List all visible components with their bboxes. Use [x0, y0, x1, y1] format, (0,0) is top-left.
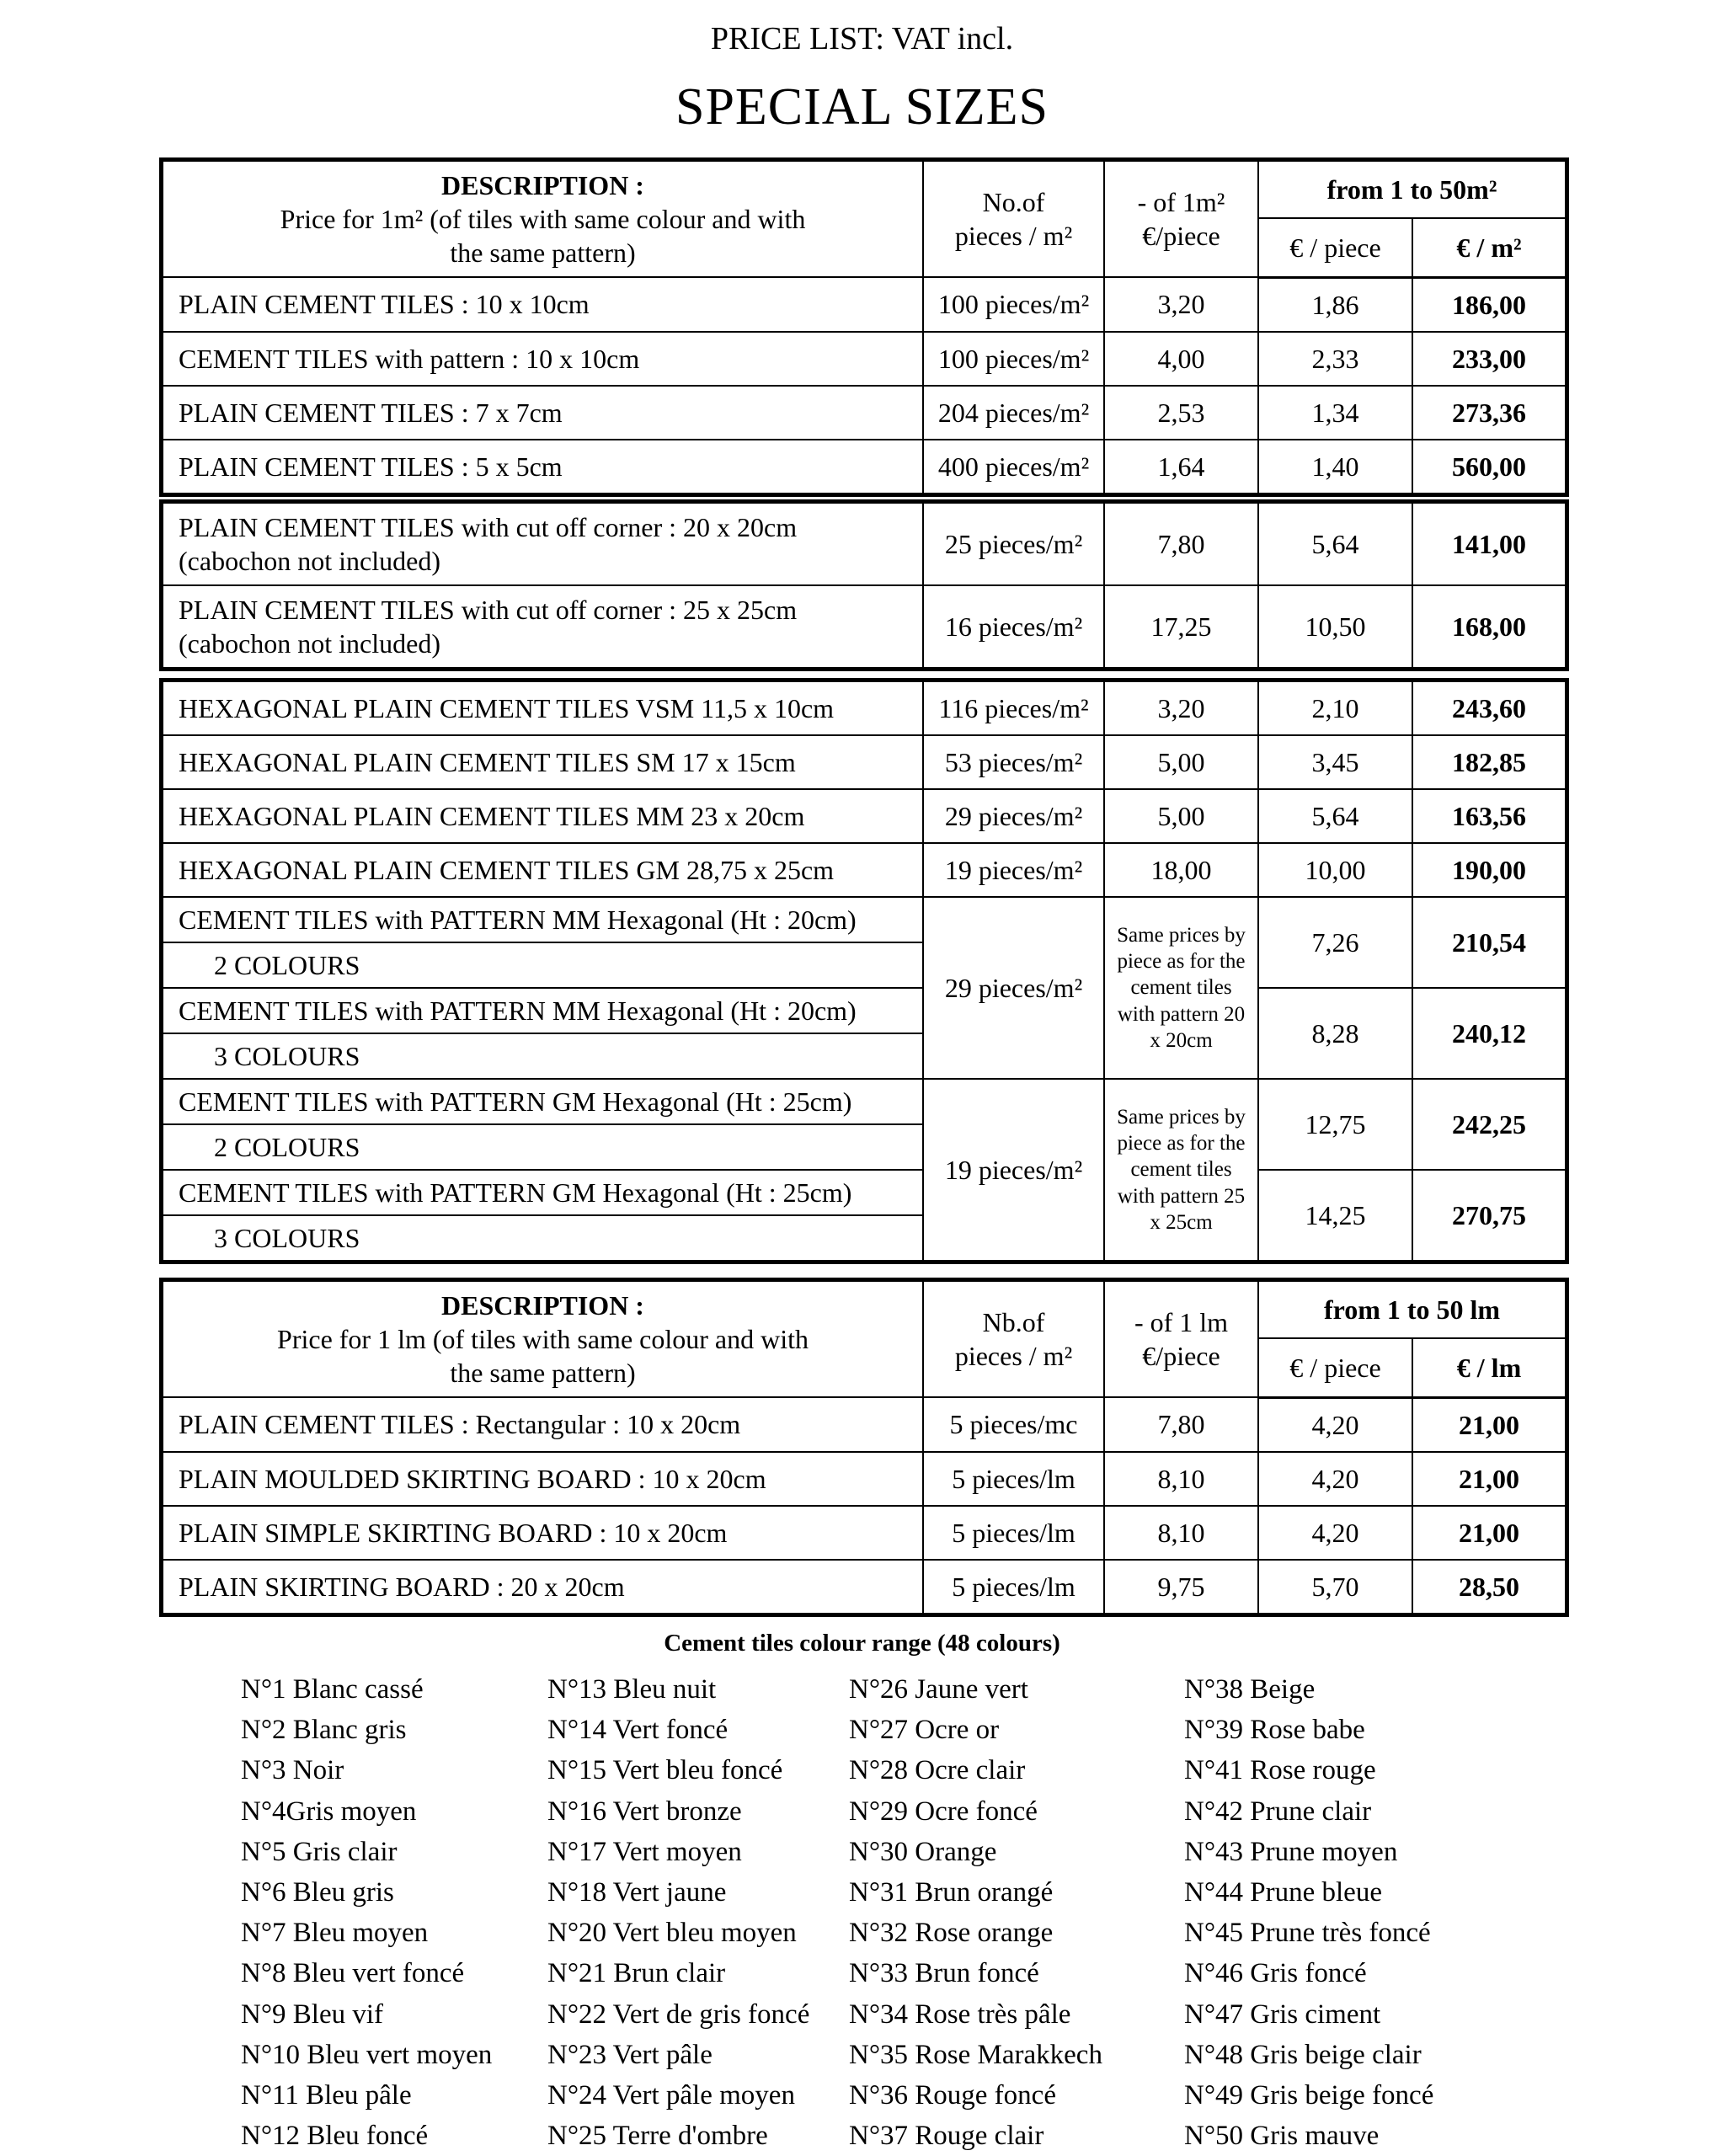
list-item: N°3 Noir — [241, 1755, 344, 1786]
list-item: N°21 Brun clair — [547, 1958, 726, 1989]
table-header-row — [163, 161, 1566, 218]
table-row: CEMENT TILES with PATTERN MM Hexagonal (Ht : 20cm) 8,28 240,12 — [163, 988, 1566, 1033]
list-item: N°16 Vert bronze — [547, 1796, 742, 1827]
colour-range-title: Cement tiles colour range (48 colours) — [664, 1630, 1060, 1657]
table-row: PLAIN SIMPLE SKIRTING BOARD : 10 x 20cm 5 pieces/lm 8,10 4,20 21,00 — [163, 1506, 1566, 1560]
table-row: PLAIN SKIRTING BOARD : 20 x 20cm 5 pieces/lm 9,75 5,70 28,50 — [163, 1560, 1566, 1614]
list-item: N°18 Vert jaune — [547, 1877, 727, 1908]
list-item: N°39 Rose babe — [1184, 1715, 1365, 1746]
list-item: N°38 Beige — [1184, 1674, 1316, 1705]
same-price-note: Same prices by piece as for the cement tiles with pattern 20 x 20cm — [1104, 897, 1258, 1079]
list-item: N°15 Vert bleu foncé — [547, 1755, 783, 1786]
colour-column-4 — [1184, 1669, 1433, 2156]
per-m2-header: € / m² — [1412, 218, 1566, 277]
price-table-hexagonal: HEXAGONAL PLAIN CEMENT TILES VSM 11,5 x 10cm 116 pieces/m² 3,20 2,10 243,60 HEXAGONAL PLAIN CEMENT TILES SM 17 x 15cm 53 pieces/m² 5,00 3,45 182,85 HEXAGONAL PLAIN CEMENT TILES MM 23 x 20cm 29 pieces/m² 5,00 5,64 163,56 HEXAGONAL PLAIN CEMENT TILES GM 28,75 x 25cm 19 pieces/m² 18,00 10,00 190,00 CEMENT TILES with PATTERN MM Hexagonal (Ht : 20cm) 29 pieces/m² Same prices by piece as for the cement tiles with pattern 20 x 20cm 7,26 210,54 2 COLOURS CEMENT TILES with PATTERN MM Hexagonal (Ht : 20cm) 8,28 240,12 3 COLOURS CEMENT TILES with PATTERN GM Hexagonal (Ht : 25cm) 19 pieces/m² Same prices by piece as for the cement tiles with pattern 25 x 25cm 12,75 242,25 2 COLOURS CEMENT TILES with PATTERN GM Hexagonal (Ht : 25cm) 14,25 270,75 3 COLOURS — [162, 680, 1567, 1262]
list-item: N°50 Gris mauve — [1184, 2121, 1380, 2152]
table-row: CEMENT TILES with PATTERN MM Hexagonal (Ht : 20cm) 29 pieces/m² Same prices by piece as for the cement tiles with pattern 20 x 20cm 7,26 210,54 — [163, 897, 1566, 942]
list-item: N°26 Jaune vert — [849, 1674, 1028, 1705]
list-item: N°10 Bleu vert moyen — [241, 2039, 493, 2070]
table-row: PLAIN CEMENT TILES with cut off corner : 25 x 25cm (cabochon not included) 16 pieces/m² 17,25 10,50 168,00 — [163, 585, 1566, 668]
list-item: N°35 Rose Marakkech — [849, 2039, 1102, 2070]
page-title: SPECIAL SIZES — [675, 78, 1049, 136]
list-item: N°22 Vert de gris foncé — [547, 1999, 810, 2030]
list-item: N°12 Bleu foncé — [241, 2121, 429, 2152]
price-table-cut-corner — [162, 502, 1567, 669]
table-row: PLAIN MOULDED SKIRTING BOARD : 10 x 20cm 5 pieces/lm 8,10 4,20 21,00 — [163, 1452, 1566, 1506]
list-item: N°2 Blanc gris — [241, 1715, 407, 1746]
description-header: DESCRIPTION : Price for 1m² (of tiles with same colour and with the same pattern) — [163, 161, 923, 277]
list-item: N°5 Gris clair — [241, 1836, 398, 1867]
list-item: N°33 Brun foncé — [849, 1958, 1039, 1989]
list-item: N°34 Rose très pâle — [849, 1999, 1071, 2030]
price-table-m2 — [162, 160, 1567, 494]
list-item: N°23 Vert pâle — [547, 2039, 713, 2070]
list-item: N°46 Gris foncé — [1184, 1958, 1367, 1989]
table-row: PLAIN CEMENT TILES : 10 x 10cm 100 pieces/m² 3,20 1,86 186,00 — [163, 277, 1566, 332]
table-header-row — [163, 1281, 1566, 1338]
colour-column-3 — [849, 1669, 1102, 2156]
pieces-header: Nb.of pieces / m² — [923, 1281, 1104, 1397]
range-header: from 1 to 50m² — [1258, 161, 1566, 218]
list-item: N°42 Prune clair — [1184, 1796, 1372, 1827]
list-item: N°37 Rouge clair — [849, 2121, 1044, 2152]
colour-column-1 — [241, 1669, 492, 2156]
list-item: N°6 Bleu gris — [241, 1877, 394, 1908]
table-row: HEXAGONAL PLAIN CEMENT TILES MM 23 x 20cm 29 pieces/m² 5,00 5,64 163,56 — [163, 789, 1566, 843]
list-item: N°45 Prune très foncé — [1184, 1918, 1431, 1949]
list-item: N°36 Rouge foncé — [849, 2080, 1056, 2111]
range-header: from 1 to 50 lm — [1258, 1281, 1566, 1338]
list-item: N°31 Brun orangé — [849, 1877, 1054, 1908]
per-piece-header: € / piece — [1258, 218, 1412, 277]
list-item: N°25 Terre d'ombre — [547, 2121, 768, 2152]
list-item: N°43 Prune moyen — [1184, 1836, 1398, 1867]
table-row: HEXAGONAL PLAIN CEMENT TILES GM 28,75 x 25cm 19 pieces/m² 18,00 10,00 190,00 — [163, 843, 1566, 897]
per-lm-header: € / lm — [1412, 1338, 1566, 1397]
list-item: N°8 Bleu vert foncé — [241, 1958, 465, 1989]
list-item: N°27 Ocre or — [849, 1715, 1000, 1746]
description-header: DESCRIPTION : Price for 1 lm (of tiles with same colour and with the same pattern) — [163, 1281, 923, 1397]
table-row: HEXAGONAL PLAIN CEMENT TILES SM 17 x 15cm 53 pieces/m² 5,00 3,45 182,85 — [163, 735, 1566, 789]
table-row: CEMENT TILES with PATTERN GM Hexagonal (Ht : 25cm) 19 pieces/m² Same prices by piece as for the cement tiles with pattern 25 x 25cm 12,75 242,25 — [163, 1079, 1566, 1124]
table-row: PLAIN CEMENT TILES : Rectangular : 10 x 20cm 5 pieces/mc 7,80 4,20 21,00 — [163, 1397, 1566, 1452]
vat-note: PRICE LIST: VAT incl. — [710, 21, 1014, 56]
list-item: N°32 Rose orange — [849, 1918, 1054, 1949]
list-item: N°30 Orange — [849, 1836, 997, 1867]
table-row: PLAIN CEMENT TILES with cut off corner : 20 x 20cm (cabochon not included) 25 pieces/m² 7,80 5,64 141,00 — [163, 503, 1566, 585]
table-row: CEMENT TILES with pattern : 10 x 10cm 100 pieces/m² 4,00 2,33 233,00 — [163, 332, 1566, 386]
per-piece-header: € / piece — [1258, 1338, 1412, 1397]
list-item: N°1 Blanc cassé — [241, 1674, 424, 1705]
list-item: N°28 Ocre clair — [849, 1755, 1026, 1786]
list-item: N°48 Gris beige clair — [1184, 2039, 1422, 2070]
list-item: N°49 Gris beige foncé — [1184, 2080, 1434, 2111]
list-item: N°7 Bleu moyen — [241, 1918, 429, 1949]
list-item: N°29 Ocre foncé — [849, 1796, 1038, 1827]
list-item: N°20 Vert bleu moyen — [547, 1918, 797, 1949]
same-price-note: Same prices by piece as for the cement tiles with pattern 25 x 25cm — [1104, 1079, 1258, 1261]
table-row: HEXAGONAL PLAIN CEMENT TILES VSM 11,5 x 10cm 116 pieces/m² 3,20 2,10 243,60 — [163, 681, 1566, 735]
list-item: N°13 Bleu nuit — [547, 1674, 717, 1705]
list-item: N°47 Gris ciment — [1184, 1999, 1381, 2030]
pieces-header: No.of pieces / m² — [923, 161, 1104, 277]
list-item: N°17 Vert moyen — [547, 1836, 742, 1867]
list-item: N°14 Vert foncé — [547, 1715, 729, 1746]
table-row: PLAIN CEMENT TILES : 7 x 7cm 204 pieces/m² 2,53 1,34 273,36 — [163, 386, 1566, 440]
list-item: N°11 Bleu pâle — [241, 2080, 412, 2111]
table-row: PLAIN CEMENT TILES : 5 x 5cm 400 pieces/m² 1,64 1,40 560,00 — [163, 440, 1566, 494]
unit-price-header: - of 1 lm €/piece — [1104, 1281, 1258, 1397]
list-item: N°44 Prune bleue — [1184, 1877, 1382, 1908]
colour-column-2 — [547, 1669, 809, 2156]
unit-price-header: - of 1m² €/piece — [1104, 161, 1258, 277]
list-item: N°9 Bleu vif — [241, 1999, 384, 2030]
list-item: N°41 Rose rouge — [1184, 1755, 1376, 1786]
price-table-lm — [162, 1280, 1567, 1614]
list-item: N°24 Vert pâle moyen — [547, 2080, 795, 2111]
table-row: CEMENT TILES with PATTERN GM Hexagonal (Ht : 25cm) 14,25 270,75 — [163, 1170, 1566, 1215]
list-item: N°4Gris moyen — [241, 1796, 417, 1827]
